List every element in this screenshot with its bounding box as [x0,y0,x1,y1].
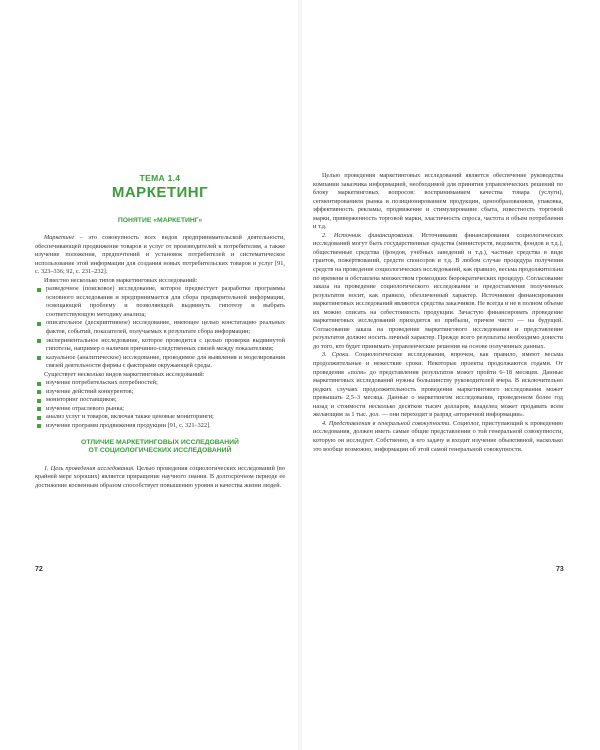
finance-heading: 2. Источник финансирования. [322,231,415,239]
types-intro: Известно несколько типов маркетинговых исследований: [44,276,198,284]
section-title-difference [35,439,285,455]
right-page [300,0,600,750]
section-title-line: ОТ СОЦИОЛОГИЧЕСКИХ ИССЛЕДОВАНИЙ [88,446,232,454]
section-title-concept: ПОНЯТИЕ «МАРКЕТИНГ» [117,217,203,224]
right-page-content [313,172,563,454]
list-item: изучение отраслевого рынка; [46,405,285,414]
list-item: разведочное (поисковое) исследование, которое предвестует разработке программы основного исследования и предпринимается для сбора предварительной информации, освещающей проблему и позволяющей выдвинуть гипотезу и выбрать соответствующую методику анализа; [46,285,285,318]
goal-marketing-paragraph: Целью проведения маркетинговых исследований является обеспечение руководства компании заказчика информацией, необходимой для принятия управленческих решений по блоку маркетинговых вопросов: восприниманием качества товара (услуги), сегментированием рынка и позиционированием продукции, ценообразованием, упаковка, эффективность рекламы, продвижение и стимулирование сбыта, известность торговой марки, приверженность торговой марки, эластичность спроса, частота и объем потребления и т.д. [313,172,563,231]
list-item: мониторинг поставщиков; [46,396,285,405]
representation-paragraph [313,420,563,454]
page-number: 73 [556,566,564,573]
list-item: изучение действий конкурентов; [46,388,285,397]
finance-text: Источниками финансирования социологических исследований могут быть государственные средства (министерств, ведомств, фондов и т.д.), общественные средства (фондов, учебных заведений и т.д.), частные средства в виде грантов, пожертвований, средств спонсоров и т.д. В любом случае процедура получения средств на проведение социологических исследований, как правило, весьма продолжительна по времени и обставлена множеством громоздких бюрократических процедур. Согласование заказа на проведение социологического исследования и предоставление полученных результатов носит, как правило, обезличенный характер. Источником финансирования маркетинговых исследований являются средства заказчиков. Не всегда и не в полном объеме их можно списать на себестоимость продукции. Зачастую финансировать проведение маркетинговых исследований приходится из прибыли, причем чисто — на будущей. Согласование заказа на проведение маркетингового исследования и представление результатов должно носить личный характер. Прежде всего результаты необходимо донести до того, кто будет принимать управленческие решения на основе полученных данных. [313,231,563,350]
list-item: изучение программ продвижения продукции [91, с. 321–322]. [46,422,285,431]
list-item: анализ услуг и товаров, включая также ценовые мониторинги; [46,413,285,422]
list-item: экспериментальное исследование, которое проводится с целью проверки выдвинутой гипотезы, например о наличии причинно-следственных связей между показателями; [46,336,285,353]
terms-text: Социологические исследования, впрочем, как правило, имеют весьма продолжительные и нежесткие сроки. Некоторые проекты продолжаются годами. От проведения «поля» до представления результатов может пройти 6–18 месяцев. Данные маркетинговых исследований нужны большинству руководителей вчера. В исключительно редких случаях продолжительность проведения маркетингового исследования может превышать 2,5–3 месяца. Данные о маркетингом исследовании, проведенном более год назад и стоимости несколько десятков тысяч долларов, владелец может продавать всем желающим за 1 тыс. дол. — они переходят в разряд «вторичной информации». [313,351,563,419]
kinds-list [35,379,285,430]
terms-paragraph [313,351,563,419]
list-item: описательное (дескриптивное) исследование, имеющее целью констатацию реальных фактов, событий, показателей, получаемых в результате сбора информации; [46,319,285,336]
kinds-intro: Существует несколько видов маркетинговых исследований: [44,370,205,378]
list-item: изучение потребительских потребностей; [46,379,285,388]
definition-text: – это совокупность всех видов предпринимательской деятельности, обеспечивающей продвижение товаров и услуг от производителей к потребителям, а также изучение положения, предпочтений и установок потребителей и систематическое использование этой информации для создания новых потребительских товаров и услуг [91, с. 323–336; 92, с. 231–232]. [35,234,285,276]
representation-text: Социолог, приступающий к проведению исследования, должен иметь самые общие представлении о той генеральной совокупности, которую он исследует. Собственно, в его задачу и входит изучение объективной, насколько это вообще возможно, информации об этой самой генеральной совокупности. [313,419,563,453]
types-list [35,285,285,370]
page-number: 72 [35,566,43,573]
goal-paragraph [35,465,285,491]
terms-heading: 3. Сроки. [322,351,350,359]
definition-paragraph [35,234,285,277]
definition-term: Маркетинг [44,234,75,241]
goal-heading: 1. Цель проведения исследования. [44,464,135,472]
section-title-line: ОТЛИЧИЕ МАРКЕТИНГОВЫХ ИССЛЕДОВАНИЙ [81,438,239,446]
list-item: казуальное (аналитическое) исследование, проводимое для выявления и моделирования связей деятельности фирмы с факторами окружающей среды. [46,353,285,370]
topic-title: МАРКЕТИНГ [111,184,209,201]
topic-label: ТЕМА 1.4 [139,173,181,183]
representation-heading: 4. Представления в генеральной совокупности. [322,419,451,427]
left-page-content [35,173,285,490]
goal-text: Целью проведения социологических исследований (во крайней мере хороших) является приращение научного знания. В долгосрочном периоде ее достижение косвенным образом способствует повышению уровня и качества жизни людей. [35,464,286,489]
finance-paragraph [313,232,563,352]
